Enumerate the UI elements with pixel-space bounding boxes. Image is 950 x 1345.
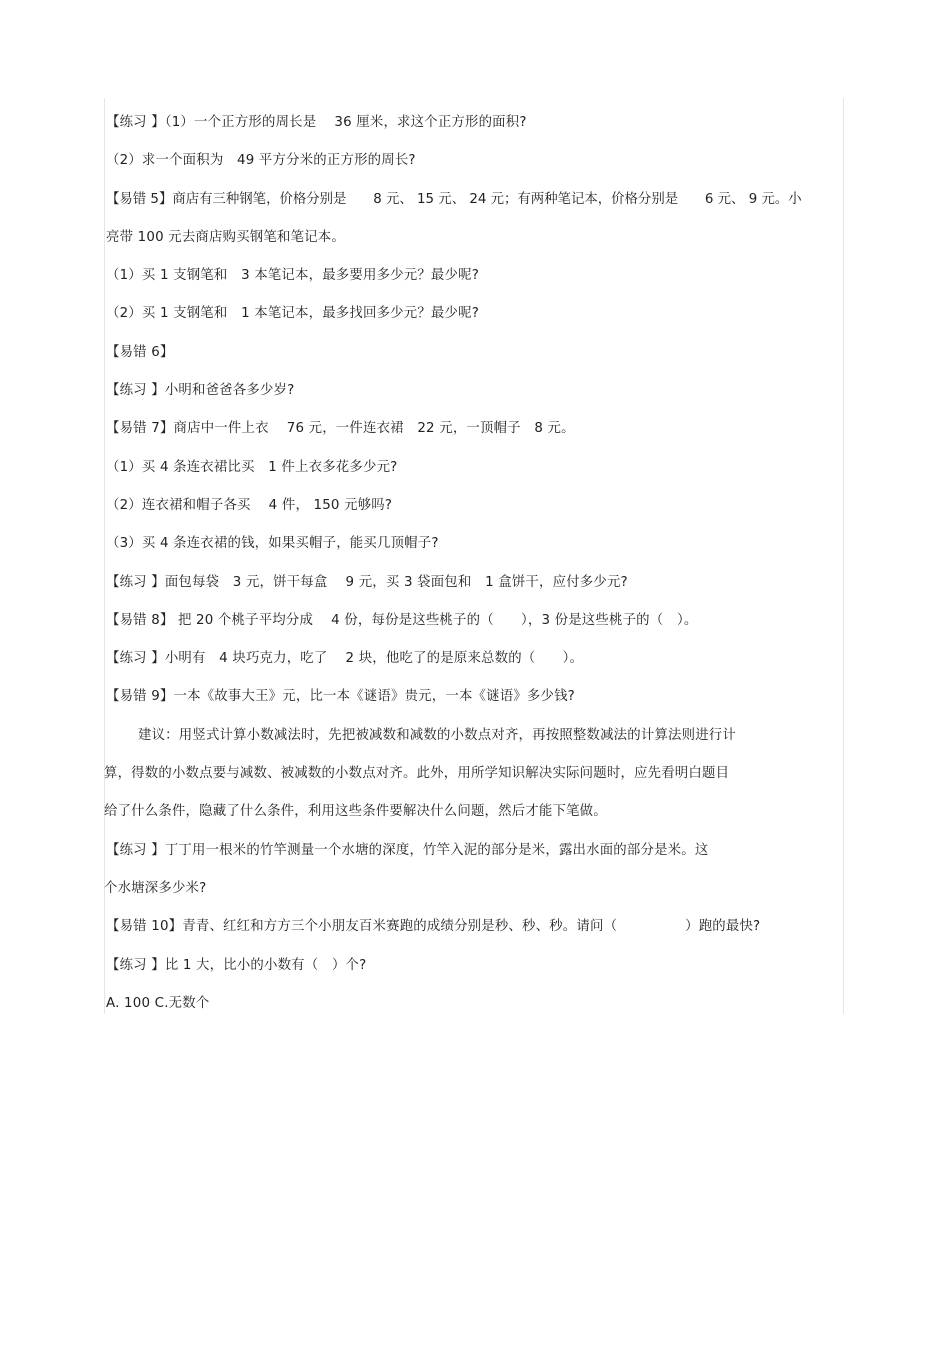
mistake-10-race: 【易错 10】青青、红红和方方三个小朋友百米赛跑的成绩分别是秒、秒、秒。请问（ ）跑的最快?	[106, 919, 761, 935]
mistake-5-intro: 【易错 5】商店有三种钢笔，价格分别是 8 元、 15 元、 24 元；有两种笔记本，价格分别是 6 元、 9 元。小	[106, 191, 802, 207]
exercise-square-area: （2）求一个面积为 49 平方分米的正方形的周长?	[106, 153, 416, 169]
advice-paragraph-line-2: 算，得数的小数点要与减数、被减数的小数点对齐。此外，用所学知识解决实际问题时，应先看明白题目	[104, 766, 730, 782]
exercise-ages: 【练习 】小明和爸爸各多少岁?	[106, 383, 295, 399]
exercise-square-perimeter: 【练习 】（1）一个正方形的周长是 36 厘米，求这个正方形的面积?	[106, 115, 527, 130]
exercise-pond-depth: 【练习 】丁丁用一根米的竹竿测量一个水塘的深度，竹竿入泥的部分是米，露出水面的部分是米。这	[106, 842, 709, 858]
mistake-9-books: 【易错 9】一本《故事大王》元，比一本《谜语》贵元，一本《谜语》多少钱?	[106, 689, 575, 705]
exercise-decimals-options: A. 100 C.无数个	[106, 995, 210, 1011]
exercise-bread-biscuits: 【练习 】面包每袋 3 元，饼干每盒 9 元，买 3 袋面包和 1 盒饼干，应付多少元?	[106, 574, 628, 590]
mistake-7-intro: 【易错 7】商店中一件上衣 76 元，一件连衣裙 22 元，一顶帽子 8 元。	[106, 421, 575, 437]
mistake-7-question-3: （3）买 4 条连衣裙的钱，如果买帽子，能买几顶帽子?	[106, 536, 439, 552]
mistake-7-question-1: （1）买 4 条连衣裙比买 1 件上衣多花多少元?	[106, 459, 398, 475]
document-body	[106, 104, 842, 1023]
mistake-8-peaches: 【易错 8】 把 20 个桃子平均分成 4 份，每份是这些桃子的（ ），3 份是这些桃子的（ ）。	[106, 612, 698, 628]
mistake-5-intro-cont: 亮带 100 元去商店购买钢笔和笔记本。	[106, 229, 345, 245]
mistake-6-heading: 【易错 6】	[106, 344, 174, 360]
mistake-5-question-2: （2）买 1 支钢笔和 1 本笔记本，最多找回多少元？最少呢?	[106, 306, 480, 322]
exercise-pond-depth-cont: 个水塘深多少米?	[104, 880, 207, 896]
mistake-5-question-1: （1）买 1 支钢笔和 3 本笔记本，最多要用多少元？最少呢?	[106, 268, 480, 284]
exercise-chocolate: 【练习 】小明有 4 块巧克力，吃了 2 块，他吃了的是原来总数的（ ）。	[106, 651, 584, 667]
advice-paragraph-line-3: 给了什么条件，隐藏了什么条件，利用这些条件要解决什么问题，然后才能下笔做。	[104, 804, 607, 820]
advice-paragraph-line-1: 建议：用竖式计算小数减法时，先把被减数和减数的小数点对齐，再按照整数减法的计算法则进行计	[138, 727, 736, 743]
exercise-decimals: 【练习 】比 1 大，比小的小数有（ ）个?	[106, 957, 367, 973]
mistake-7-question-2: （2）连衣裙和帽子各买 4 件， 150 元够吗?	[106, 497, 393, 513]
